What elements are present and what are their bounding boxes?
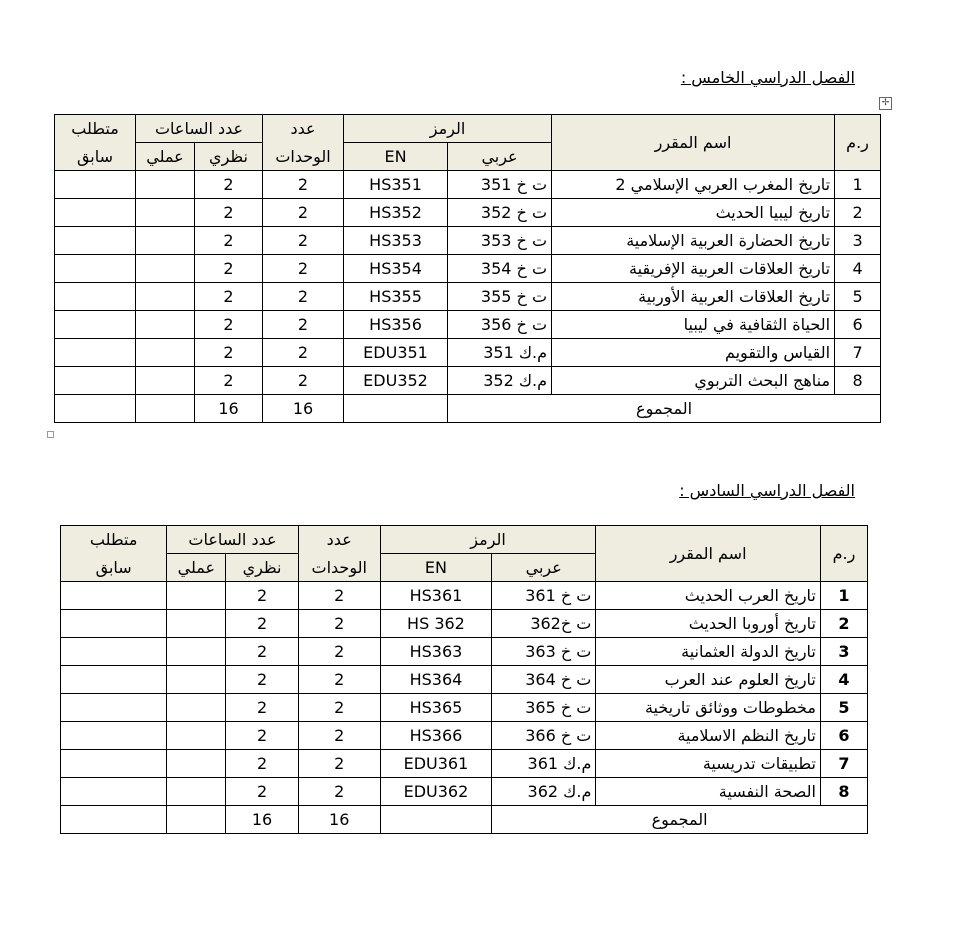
practical-hours <box>167 722 226 750</box>
header-course-name: اسم المقرر <box>596 526 821 582</box>
total-practical-empty <box>136 395 195 423</box>
total-units: 16 <box>263 395 344 423</box>
prerequisite <box>61 582 167 610</box>
row-number: 1 <box>820 582 867 610</box>
header-code-ar: عربي <box>492 554 596 582</box>
semester6-table <box>60 525 868 834</box>
table-row <box>61 582 868 610</box>
units: 2 <box>298 722 380 750</box>
semester6-title: الفصل الدراسي السادس : <box>679 481 855 500</box>
row-number: 4 <box>835 255 881 283</box>
header-num: ر.م <box>835 115 881 171</box>
code-ar: م.ك 362 <box>492 778 596 806</box>
row-number: 6 <box>820 722 867 750</box>
theory-hours: 2 <box>195 339 263 367</box>
prerequisite <box>61 638 167 666</box>
header-practical: عملي <box>167 554 226 582</box>
header-code: الرمز <box>344 115 552 143</box>
code-ar: ت خ362 <box>492 610 596 638</box>
practical-hours <box>136 367 195 395</box>
header-units-top: عدد <box>263 115 344 143</box>
total-theory: 16 <box>195 395 263 423</box>
prerequisite <box>55 311 136 339</box>
code-en: EDU362 <box>380 778 491 806</box>
course-name: مخطوطات ووثائق تاريخية <box>596 694 821 722</box>
theory-hours: 2 <box>226 610 298 638</box>
table-row <box>61 750 868 778</box>
total-theory: 16 <box>226 806 298 834</box>
code-en: HS354 <box>344 255 448 283</box>
table-row <box>61 778 868 806</box>
prerequisite <box>55 171 136 199</box>
table-row <box>61 666 868 694</box>
practical-hours <box>167 582 226 610</box>
code-ar: ت خ 363 <box>492 638 596 666</box>
header-code-ar: عربي <box>448 143 552 171</box>
table-row <box>61 610 868 638</box>
code-ar: ت خ 352 <box>448 199 552 227</box>
prerequisite <box>61 722 167 750</box>
table-row <box>55 199 881 227</box>
theory-hours: 2 <box>226 638 298 666</box>
row-number: 7 <box>835 339 881 367</box>
total-code-en-empty <box>344 395 448 423</box>
code-en: HS356 <box>344 311 448 339</box>
code-ar: م.ك 352 <box>448 367 552 395</box>
header-code-en: EN <box>344 143 448 171</box>
theory-hours: 2 <box>226 778 298 806</box>
code-ar: ت خ 354 <box>448 255 552 283</box>
row-number: 8 <box>820 778 867 806</box>
row-number: 5 <box>835 283 881 311</box>
units: 2 <box>298 582 380 610</box>
theory-hours: 2 <box>226 750 298 778</box>
table-row <box>55 367 881 395</box>
table-row <box>55 227 881 255</box>
total-label: المجموع <box>448 395 881 423</box>
code-en: HS 362 <box>380 610 491 638</box>
row-number: 5 <box>820 694 867 722</box>
practical-hours <box>136 199 195 227</box>
theory-hours: 2 <box>226 666 298 694</box>
course-name: مناهج البحث التربوي <box>552 367 835 395</box>
units: 2 <box>298 610 380 638</box>
row-number: 6 <box>835 311 881 339</box>
total-prereq-empty <box>61 806 167 834</box>
theory-hours: 2 <box>195 171 263 199</box>
header-num: ر.م <box>820 526 867 582</box>
table-row <box>61 638 868 666</box>
units: 2 <box>263 283 344 311</box>
code-en: EDU352 <box>344 367 448 395</box>
code-en: HS363 <box>380 638 491 666</box>
header-prereq-bottom: سابق <box>61 554 167 582</box>
units: 2 <box>298 750 380 778</box>
total-practical-empty <box>167 806 226 834</box>
table-row <box>55 171 881 199</box>
units: 2 <box>298 694 380 722</box>
theory-hours: 2 <box>226 722 298 750</box>
semester5-title: الفصل الدراسي الخامس : <box>680 68 855 87</box>
course-name: تاريخ العلاقات العربية الأوربية <box>552 283 835 311</box>
course-name: تاريخ العلاقات العربية الإفريقية <box>552 255 835 283</box>
theory-hours: 2 <box>195 283 263 311</box>
practical-hours <box>167 694 226 722</box>
header-code-en: EN <box>380 554 491 582</box>
code-ar: ت خ 355 <box>448 283 552 311</box>
code-ar: م.ك 351 <box>448 339 552 367</box>
header-prereq-bottom: سابق <box>55 143 136 171</box>
row-number: 3 <box>820 638 867 666</box>
prerequisite <box>55 283 136 311</box>
prerequisite <box>55 255 136 283</box>
row-number: 4 <box>820 666 867 694</box>
course-name: تاريخ أوروبا الحديث <box>596 610 821 638</box>
prerequisite <box>61 666 167 694</box>
row-number: 2 <box>820 610 867 638</box>
semester6-rows <box>61 582 868 806</box>
theory-hours: 2 <box>226 694 298 722</box>
theory-hours: 2 <box>195 199 263 227</box>
units: 2 <box>263 227 344 255</box>
practical-hours <box>167 778 226 806</box>
total-units: 16 <box>298 806 380 834</box>
course-name: القياس والتقويم <box>552 339 835 367</box>
code-en: HS355 <box>344 283 448 311</box>
row-number: 3 <box>835 227 881 255</box>
code-ar: ت خ 365 <box>492 694 596 722</box>
total-prereq-empty <box>55 395 136 423</box>
table-row <box>55 339 881 367</box>
prerequisite <box>55 367 136 395</box>
code-en: EDU351 <box>344 339 448 367</box>
course-name: تاريخ الدولة العثمانية <box>596 638 821 666</box>
header-theory: نظري <box>226 554 298 582</box>
code-en: HS361 <box>380 582 491 610</box>
practical-hours <box>167 750 226 778</box>
units: 2 <box>298 638 380 666</box>
code-en: HS351 <box>344 171 448 199</box>
course-name: تاريخ العلوم عند العرب <box>596 666 821 694</box>
units: 2 <box>298 778 380 806</box>
theory-hours: 2 <box>195 367 263 395</box>
code-en: HS365 <box>380 694 491 722</box>
prerequisite <box>61 610 167 638</box>
practical-hours <box>167 638 226 666</box>
theory-hours: 2 <box>195 227 263 255</box>
table-move-handle-icon[interactable]: ✢ <box>879 97 892 110</box>
units: 2 <box>263 367 344 395</box>
practical-hours <box>167 610 226 638</box>
code-en: HS364 <box>380 666 491 694</box>
header-prereq-top: متطلب <box>55 115 136 143</box>
practical-hours <box>136 339 195 367</box>
header-code: الرمز <box>380 526 596 554</box>
table-row <box>61 694 868 722</box>
code-ar: ت خ 364 <box>492 666 596 694</box>
semester6-total-row <box>61 806 868 834</box>
prerequisite <box>55 339 136 367</box>
prerequisite <box>55 199 136 227</box>
course-name: الصحة النفسية <box>596 778 821 806</box>
theory-hours: 2 <box>226 582 298 610</box>
theory-hours: 2 <box>195 255 263 283</box>
practical-hours <box>136 255 195 283</box>
units: 2 <box>263 311 344 339</box>
code-ar: م.ك 361 <box>492 750 596 778</box>
header-practical: عملي <box>136 143 195 171</box>
practical-hours <box>136 311 195 339</box>
table-row <box>61 722 868 750</box>
course-name: الحياة الثقافية في ليبيا <box>552 311 835 339</box>
course-name: تطبيقات تدريسية <box>596 750 821 778</box>
code-ar: ت خ 351 <box>448 171 552 199</box>
header-hours: عدد الساعات <box>136 115 263 143</box>
units: 2 <box>263 171 344 199</box>
table-resize-handle[interactable] <box>47 431 54 438</box>
practical-hours <box>136 227 195 255</box>
code-ar: ت خ 356 <box>448 311 552 339</box>
code-ar: ت خ 353 <box>448 227 552 255</box>
header-units-top: عدد <box>298 526 380 554</box>
theory-hours: 2 <box>195 311 263 339</box>
course-name: تاريخ النظم الاسلامية <box>596 722 821 750</box>
total-label: المجموع <box>492 806 868 834</box>
semester5-rows <box>55 171 881 395</box>
row-number: 1 <box>835 171 881 199</box>
row-number: 8 <box>835 367 881 395</box>
header-units-bottom: الوحدات <box>263 143 344 171</box>
row-number: 2 <box>835 199 881 227</box>
practical-hours <box>136 171 195 199</box>
practical-hours <box>167 666 226 694</box>
total-code-en-empty <box>380 806 491 834</box>
prerequisite <box>61 778 167 806</box>
course-name: تاريخ الحضارة العربية الإسلامية <box>552 227 835 255</box>
code-en: HS353 <box>344 227 448 255</box>
code-ar: ت خ 361 <box>492 582 596 610</box>
table-row <box>55 255 881 283</box>
row-number: 7 <box>820 750 867 778</box>
code-ar: ت خ 366 <box>492 722 596 750</box>
table-row <box>55 283 881 311</box>
prerequisite <box>55 227 136 255</box>
semester5-total-row <box>55 395 881 423</box>
course-name: تاريخ العرب الحديث <box>596 582 821 610</box>
header-prereq-top: متطلب <box>61 526 167 554</box>
prerequisite <box>61 750 167 778</box>
practical-hours <box>136 283 195 311</box>
semester5-table <box>54 114 881 423</box>
code-en: HS352 <box>344 199 448 227</box>
code-en: HS366 <box>380 722 491 750</box>
course-name: تاريخ المغرب العربي الإسلامي 2 <box>552 171 835 199</box>
header-hours: عدد الساعات <box>167 526 298 554</box>
units: 2 <box>263 339 344 367</box>
header-theory: نظري <box>195 143 263 171</box>
table-row <box>55 311 881 339</box>
prerequisite <box>61 694 167 722</box>
code-en: EDU361 <box>380 750 491 778</box>
header-course-name: اسم المقرر <box>552 115 835 171</box>
header-units-bottom: الوحدات <box>298 554 380 582</box>
units: 2 <box>263 199 344 227</box>
units: 2 <box>298 666 380 694</box>
units: 2 <box>263 255 344 283</box>
course-name: تاريخ ليبيا الحديث <box>552 199 835 227</box>
